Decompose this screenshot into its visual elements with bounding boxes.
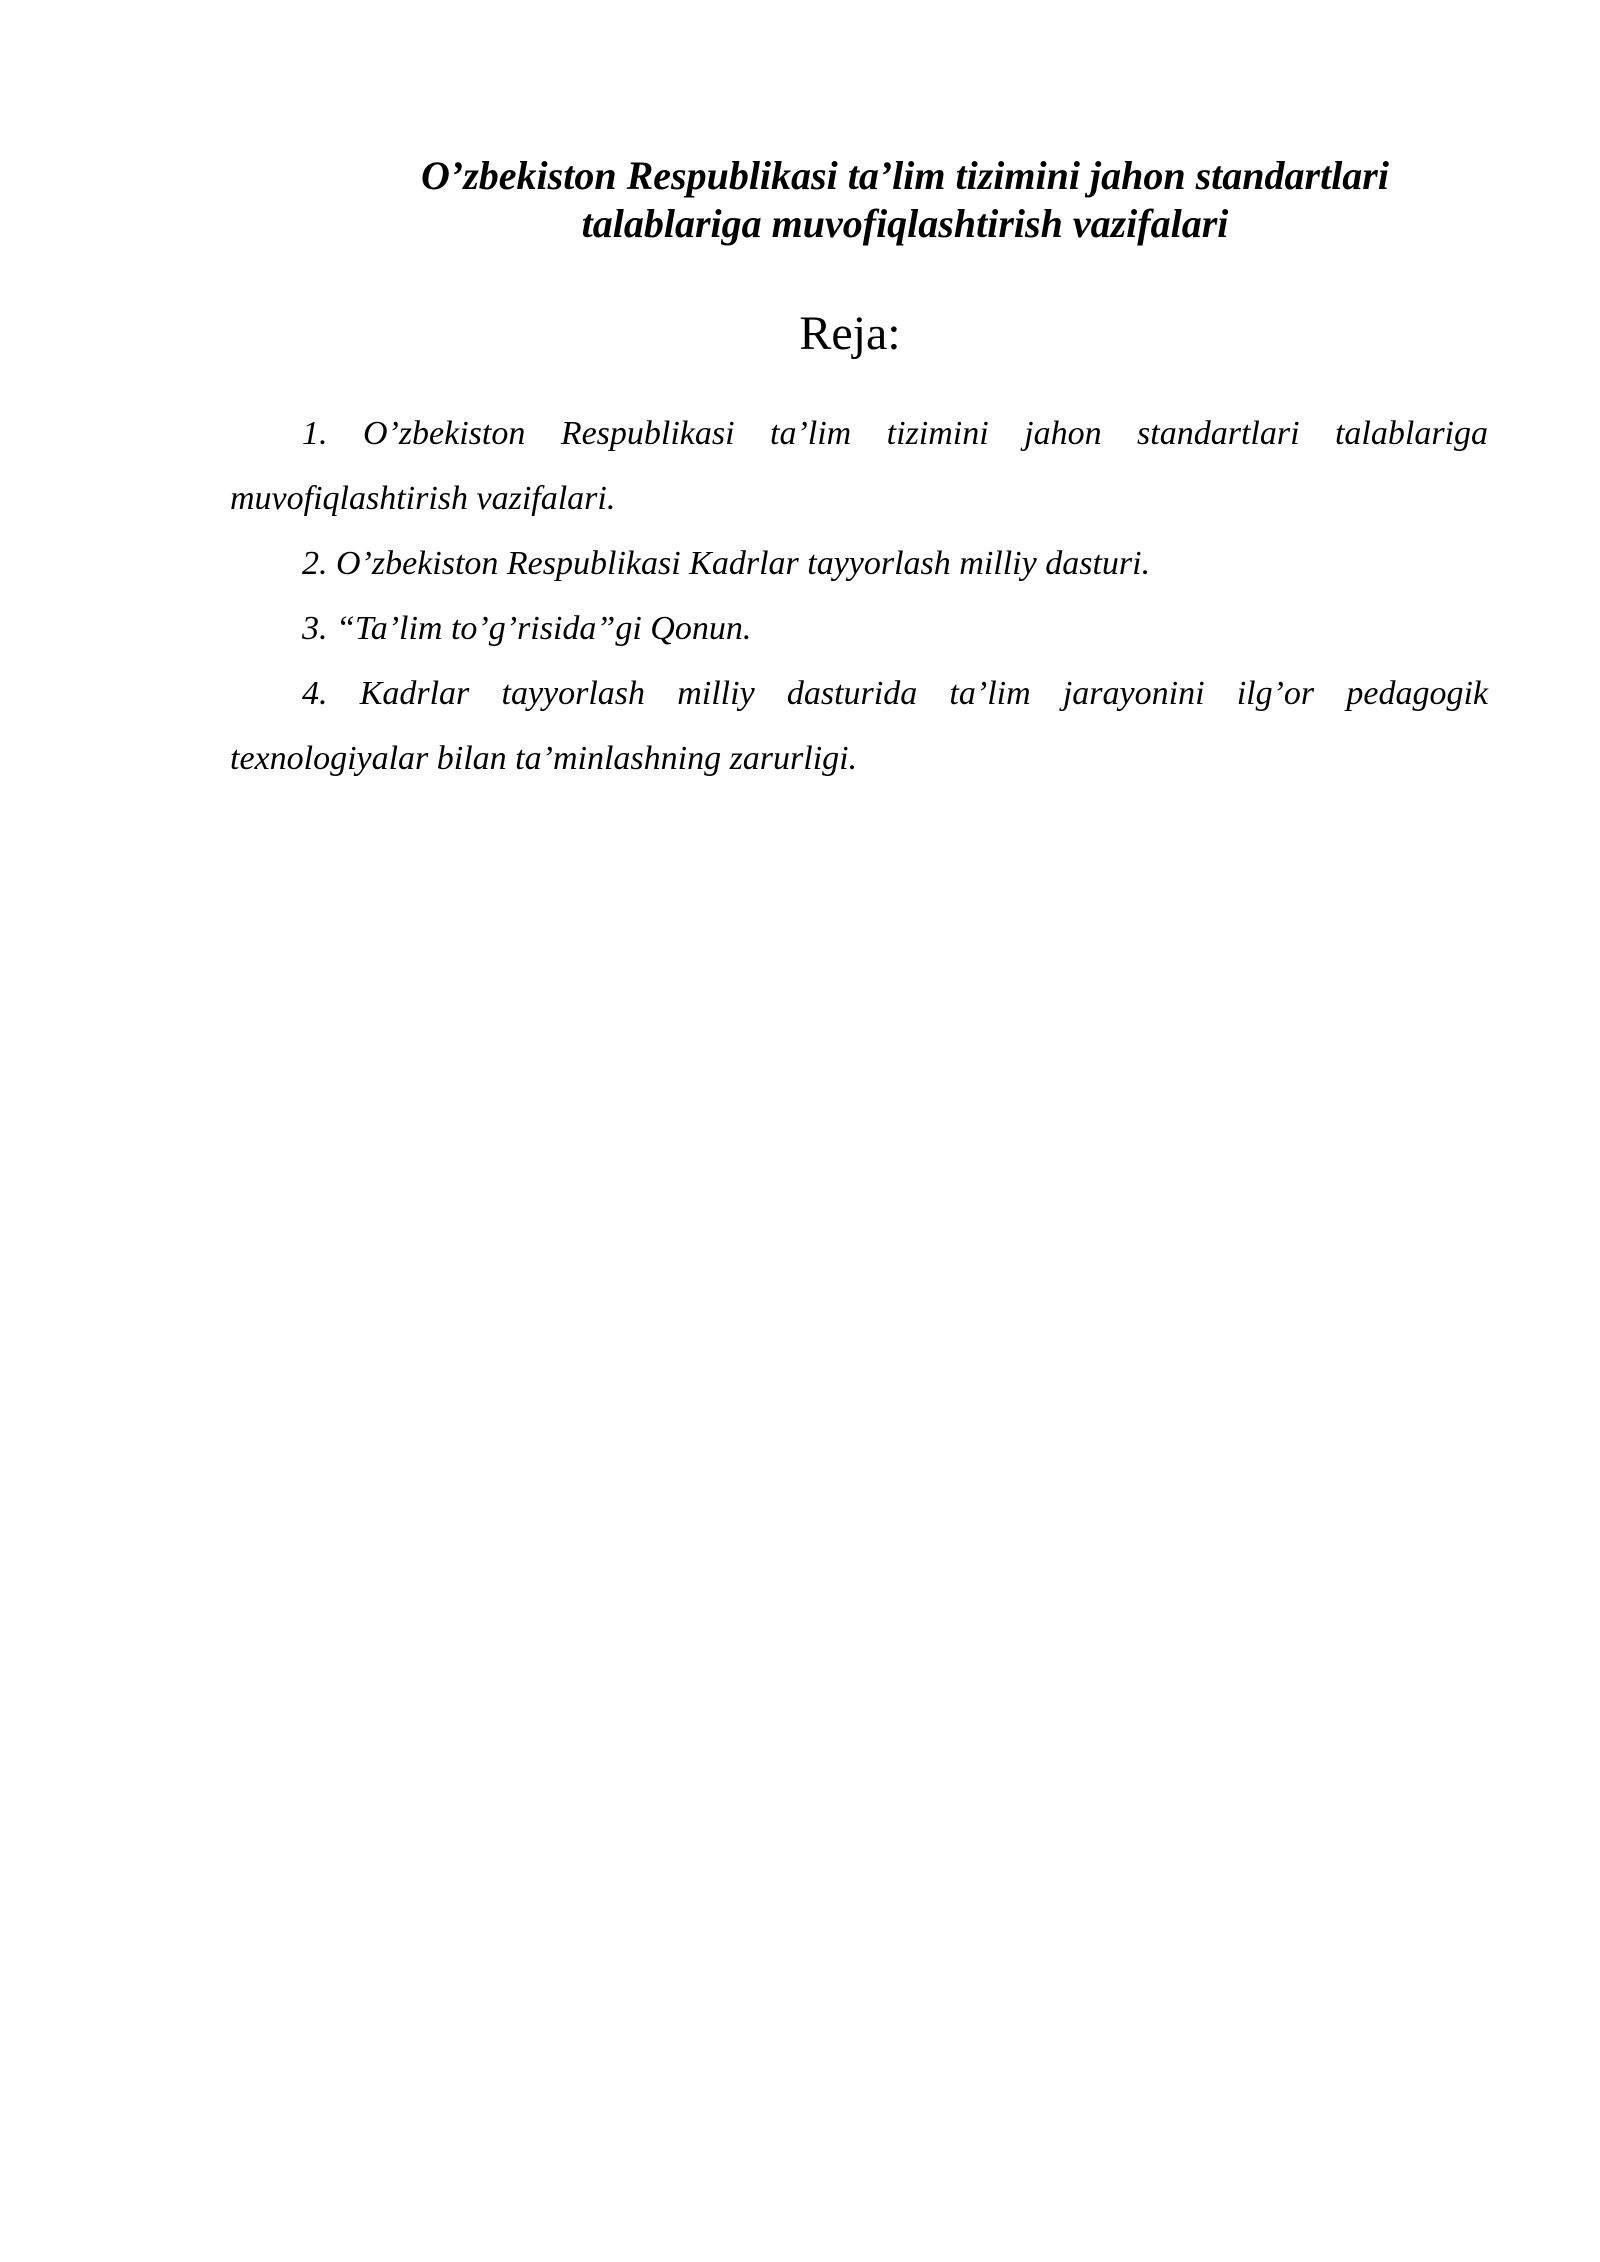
document-title-line-1: O’zbekiston Respublikasi ta’lim tizimini jahon standartlari	[421, 153, 1389, 198]
plan-item-3: 3. “Ta’lim to’g’risida”gi Qonun.	[302, 610, 752, 647]
plan-heading: Reja:	[799, 307, 901, 360]
plan-list	[230, 401, 1488, 791]
plan-item-1: 1. O’zbekiston Respublikasi ta’lim tizimini jahon standartlari talablariga muvofiqlashtirish vazifalari.	[230, 415, 1488, 517]
plan-item-4: 4. Kadrlar tayyorlash milliy dasturida ta’lim jarayonini ilg’or pedagogik texnologiyalar bilan ta’minlashning zarurligi.	[230, 675, 1488, 777]
document-title-line-2: talablariga muvofiqlashtirish vazifalari	[581, 201, 1229, 246]
document-title	[330, 152, 1480, 248]
plan-item-2: 2. O’zbekiston Respublikasi Kadrlar tayyorlash milliy dasturi.	[302, 545, 1151, 582]
